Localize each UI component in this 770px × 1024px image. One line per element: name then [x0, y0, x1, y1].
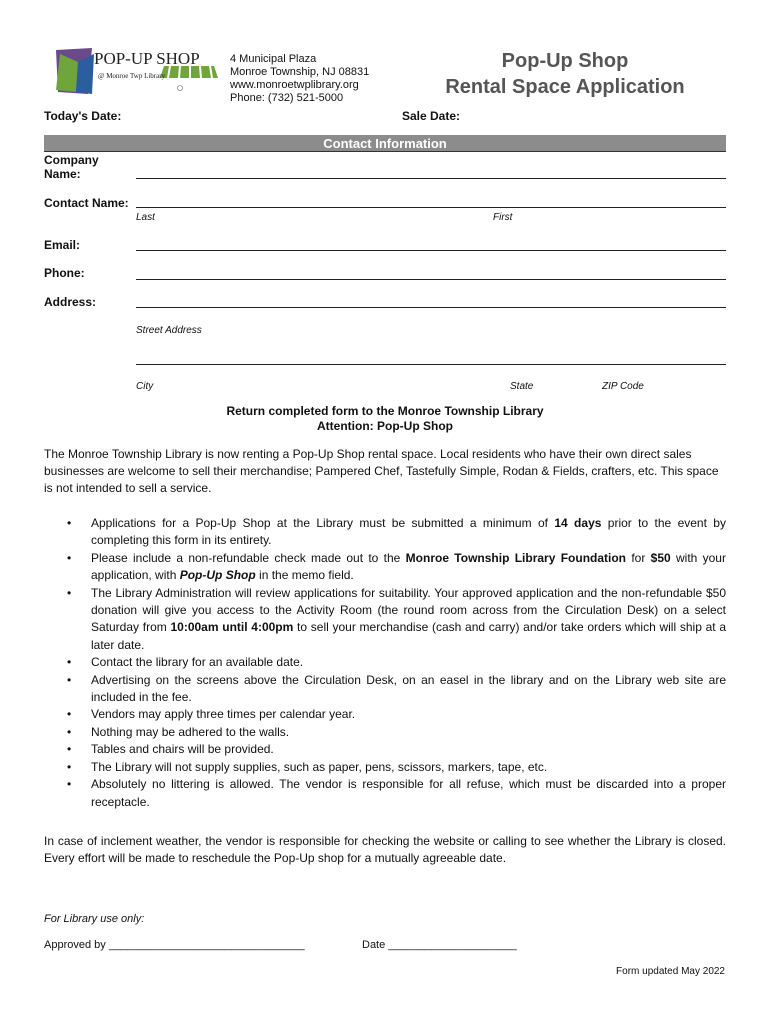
- contact-info-heading: Contact Information: [323, 136, 447, 151]
- rules-list: [44, 515, 726, 811]
- company-label-line2: Name:: [44, 167, 81, 181]
- contact-name-label: Contact Name:: [44, 196, 129, 210]
- pop-up-shop-logo: [52, 44, 222, 98]
- return-line2: Attention: Pop-Up Shop: [317, 419, 453, 433]
- city-state-zip-field[interactable]: [136, 364, 726, 365]
- state-hint: State: [510, 381, 534, 392]
- list-item: • Absolutely no littering is allowed. The vendor is responsible for all refuse, which must be discarded into a proper receptacle.: [67, 777, 726, 809]
- address-label: Address:: [44, 295, 97, 309]
- city-hint: City: [136, 381, 154, 392]
- list-item: • Applications for a Pop-Up Shop at the Library must be submitted a minimum of 14 days prior to the event by completing this form in its entirety.: [67, 516, 726, 548]
- intro-paragraph: The Monroe Township Library is now renting a Pop-Up Shop rental space. Local residents who have their own direct sales businesses are welcome to sell their merchandise; Pampered Chef, Tastefully Simple, Rodan & Fields, crafters, etc. This space is not intended to sell a service.: [44, 447, 719, 495]
- list-item: • The Library will not supply supplies, such as paper, pens, scissors, markers, tape, etc.: [67, 759, 548, 774]
- address-line-city: Monroe Township, NJ 08831: [230, 66, 370, 78]
- list-item: • Advertising on the screens above the Circulation Desk, on an easel in the library and on the Library web site are included in the fee.: [67, 672, 726, 705]
- first-name-hint: First: [493, 212, 513, 223]
- form-title-line2: Rental Space Application: [445, 76, 685, 98]
- street-address-field[interactable]: [136, 307, 726, 308]
- last-name-hint: Last: [136, 212, 155, 223]
- phone-label: Phone:: [44, 266, 85, 280]
- email-field[interactable]: [136, 250, 726, 251]
- phone-field[interactable]: [136, 279, 726, 280]
- address-line-phone: Phone: (732) 521-5000: [230, 92, 344, 104]
- approval-date-line[interactable]: Date _____________________: [362, 939, 517, 951]
- form-title: [440, 48, 690, 100]
- approved-by-line[interactable]: Approved by ________________________________: [44, 939, 305, 951]
- address-line-website: www.monroetwplibrary.org: [230, 79, 359, 91]
- return-instructions: [44, 404, 726, 434]
- street-address-hint: Street Address: [136, 325, 202, 336]
- zip-code-hint: ZIP Code: [602, 381, 644, 392]
- contact-name-field[interactable]: [136, 207, 726, 208]
- list-item: • Vendors may apply three times per calendar year.: [67, 707, 356, 722]
- list-item: • Nothing may be adhered to the walls.: [67, 724, 290, 739]
- form-title-line1: Pop-Up Shop: [501, 50, 629, 72]
- todays-date-label: Today's Date:: [44, 109, 122, 123]
- library-address: [230, 53, 369, 105]
- logo-text: POP-UP SHOP: [94, 49, 200, 68]
- list-item: • Tables and chairs will be provided.: [67, 742, 274, 757]
- weather-paragraph: In case of inclement weather, the vendor is responsible for checking the website or calling to see whether the Library is closed. Every effort will be made to reschedule the Pop-Up shop for a mutually agreeable date.: [44, 834, 726, 865]
- band-divider: [44, 151, 726, 152]
- sale-date-label: Sale Date:: [402, 109, 461, 123]
- list-item: • The Library Administration will review applications for suitability. Your approved application and the non-refundable $50 donation will give you access to the Activity Room (the round room across from the Circulation Desk) on a select Saturday from 10:00am until 4:00pm to sell your merchandise (cash and carry) and/or take orders which will ship at a later date.: [67, 585, 727, 652]
- library-use-heading: For Library use only:: [44, 913, 145, 925]
- company-label-line1: Company: [44, 153, 99, 167]
- logo-subtext: @ Monroe Twp Library: [98, 72, 166, 80]
- list-item: • Please include a non-refundable check made out to the Monroe Township Library Foundation for $50 with your application, with Pop-Up Shop in the memo field.: [67, 550, 726, 583]
- company-name-label: [44, 153, 99, 181]
- logo-graphic: [52, 44, 222, 98]
- company-name-field[interactable]: [136, 178, 726, 179]
- address-line-street: 4 Municipal Plaza: [230, 53, 317, 65]
- list-item: • Contact the library for an available date.: [67, 655, 304, 670]
- return-line1: Return completed form to the Monroe Township Library: [226, 404, 544, 418]
- email-label: Email:: [44, 238, 81, 252]
- form-updated-note: Form updated May 2022: [616, 966, 725, 977]
